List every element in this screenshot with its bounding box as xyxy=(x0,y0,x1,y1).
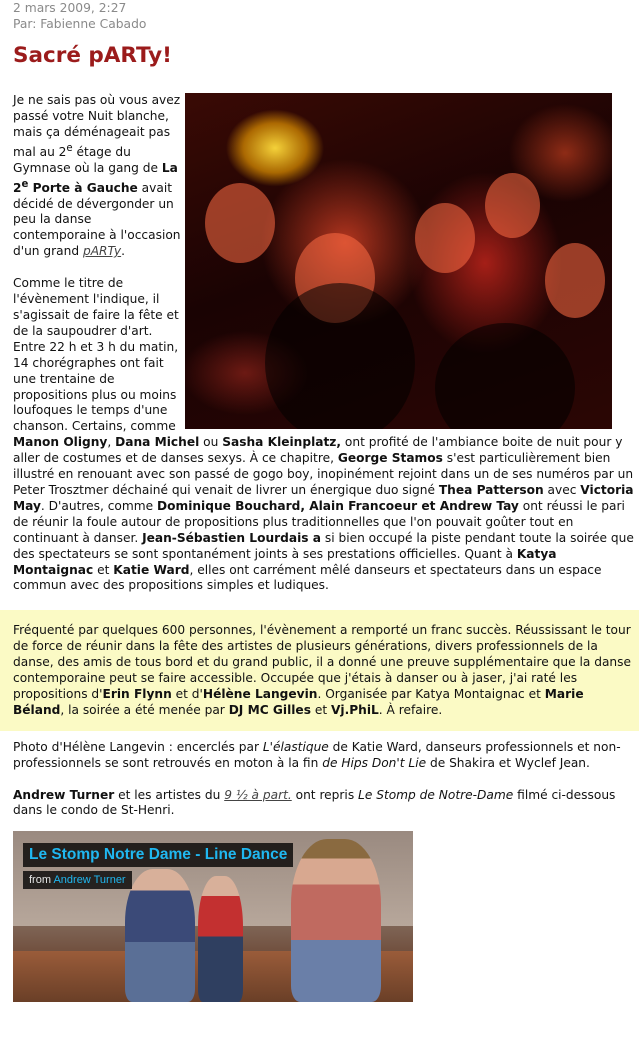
party-photo xyxy=(185,93,612,429)
post-date: 2 mars 2009, 2:27 xyxy=(13,1,127,15)
video-author-link[interactable]: Andrew Turner xyxy=(53,874,126,887)
highlighted-block xyxy=(0,610,639,730)
paragraph-video-intro: Andrew Turner et les artistes du 9 ½ à part. ont repris Le Stomp de Notre-Dame filmé ci-dessous dans le condo de St-Henri. xyxy=(13,787,616,818)
video-player[interactable] xyxy=(13,831,413,1002)
post-title: Sacré pARTy! xyxy=(13,43,172,68)
party-link[interactable]: pARTy xyxy=(82,244,122,259)
post-author: Par: Fabienne Cabado xyxy=(13,17,147,31)
photo-caption: Photo d'Hélène Langevin : encerclés par L'élastique de Katie Ward, danseurs professionnels et non-professionnels se sont retrouvés en moton à la fin de Hips Don't Lie de Shakira et Wyclef Jean. xyxy=(13,739,621,770)
paragraph-program: Comme le titre de l'évènement l'indique, il s'agissait de faire la fête et de la saupoudrer d'art. Entre 22 h et 3 h du matin, 14 chorégraphes ont fait une trentaine de propositions plus ou moins loufoques le temps d'une chanson. Certains, comme Manon Oligny, Dana Michel ou Sasha Kleinplatz, ont profité de l'ambiance boite de nuit pour y aller de costumes et de danses sexys. À ce chapitre, George Stamos s'est particulièrement bien illustré en renouant avec son passé de gogo boy, inopinément rejoint dans un de ses numéros par un Peter Trosztmer déchainé qui venait de livrer un énergique duo signé Thea Patterson avec Victoria May. D'autres, comme Dominique Bouchard, Alain Francoeur et Andrew Tay ont réussi le pari de réunir la foule autour de propositions plus traditionnelles que l'on pouvait goûter tout en continuant à danser. Jean-Sébastien Lourdais a si bien occupé la piste pendant toute la soirée que des spectateurs se sont spontanément joints à ses prestations officielles. Quant à Katya Montaignac et Katie Ward, elles ont carrément mêlé danseurs et spectateurs dans un espace commun avec des propositions simples et ludiques. xyxy=(13,276,634,593)
group-link[interactable]: 9 ½ à part. xyxy=(224,787,292,802)
paragraph-intro: Je ne sais pas où vous avez passé votre Nuit blanche, mais ça déménageait pas mal au 2e étage du Gymnase où la gang de La 2e Porte à Gauche avait décidé de dévergonder un peu la danse contemporaine à l'occasion d'un grand pARTy. xyxy=(13,93,181,259)
video-title[interactable]: Le Stomp Notre Dame - Line Dance xyxy=(23,843,293,867)
video-attribution: from Andrew Turner xyxy=(23,871,132,889)
paragraph-summary: Fréquenté par quelques 600 personnes, l'évènement a remporté un franc succès. Réussissant le tour de force de réunir dans la fête des artistes de plusieurs générations, divers professionnels de la danse, des amis de tous bord et du grand public, il a donné une preuve supplémentaire que la danse contemporaine peut se faire accessible. Occupée que j'étais à danser ou à jaser, j'ai raté les propositions d'Erin Flynn et d'Hélène Langevin. Organisée par Katya Montaignac et Marie Béland, la soirée a été menée par DJ MC Gilles et Vj.PhiL. À refaire. xyxy=(13,623,631,717)
post-body xyxy=(13,93,639,594)
